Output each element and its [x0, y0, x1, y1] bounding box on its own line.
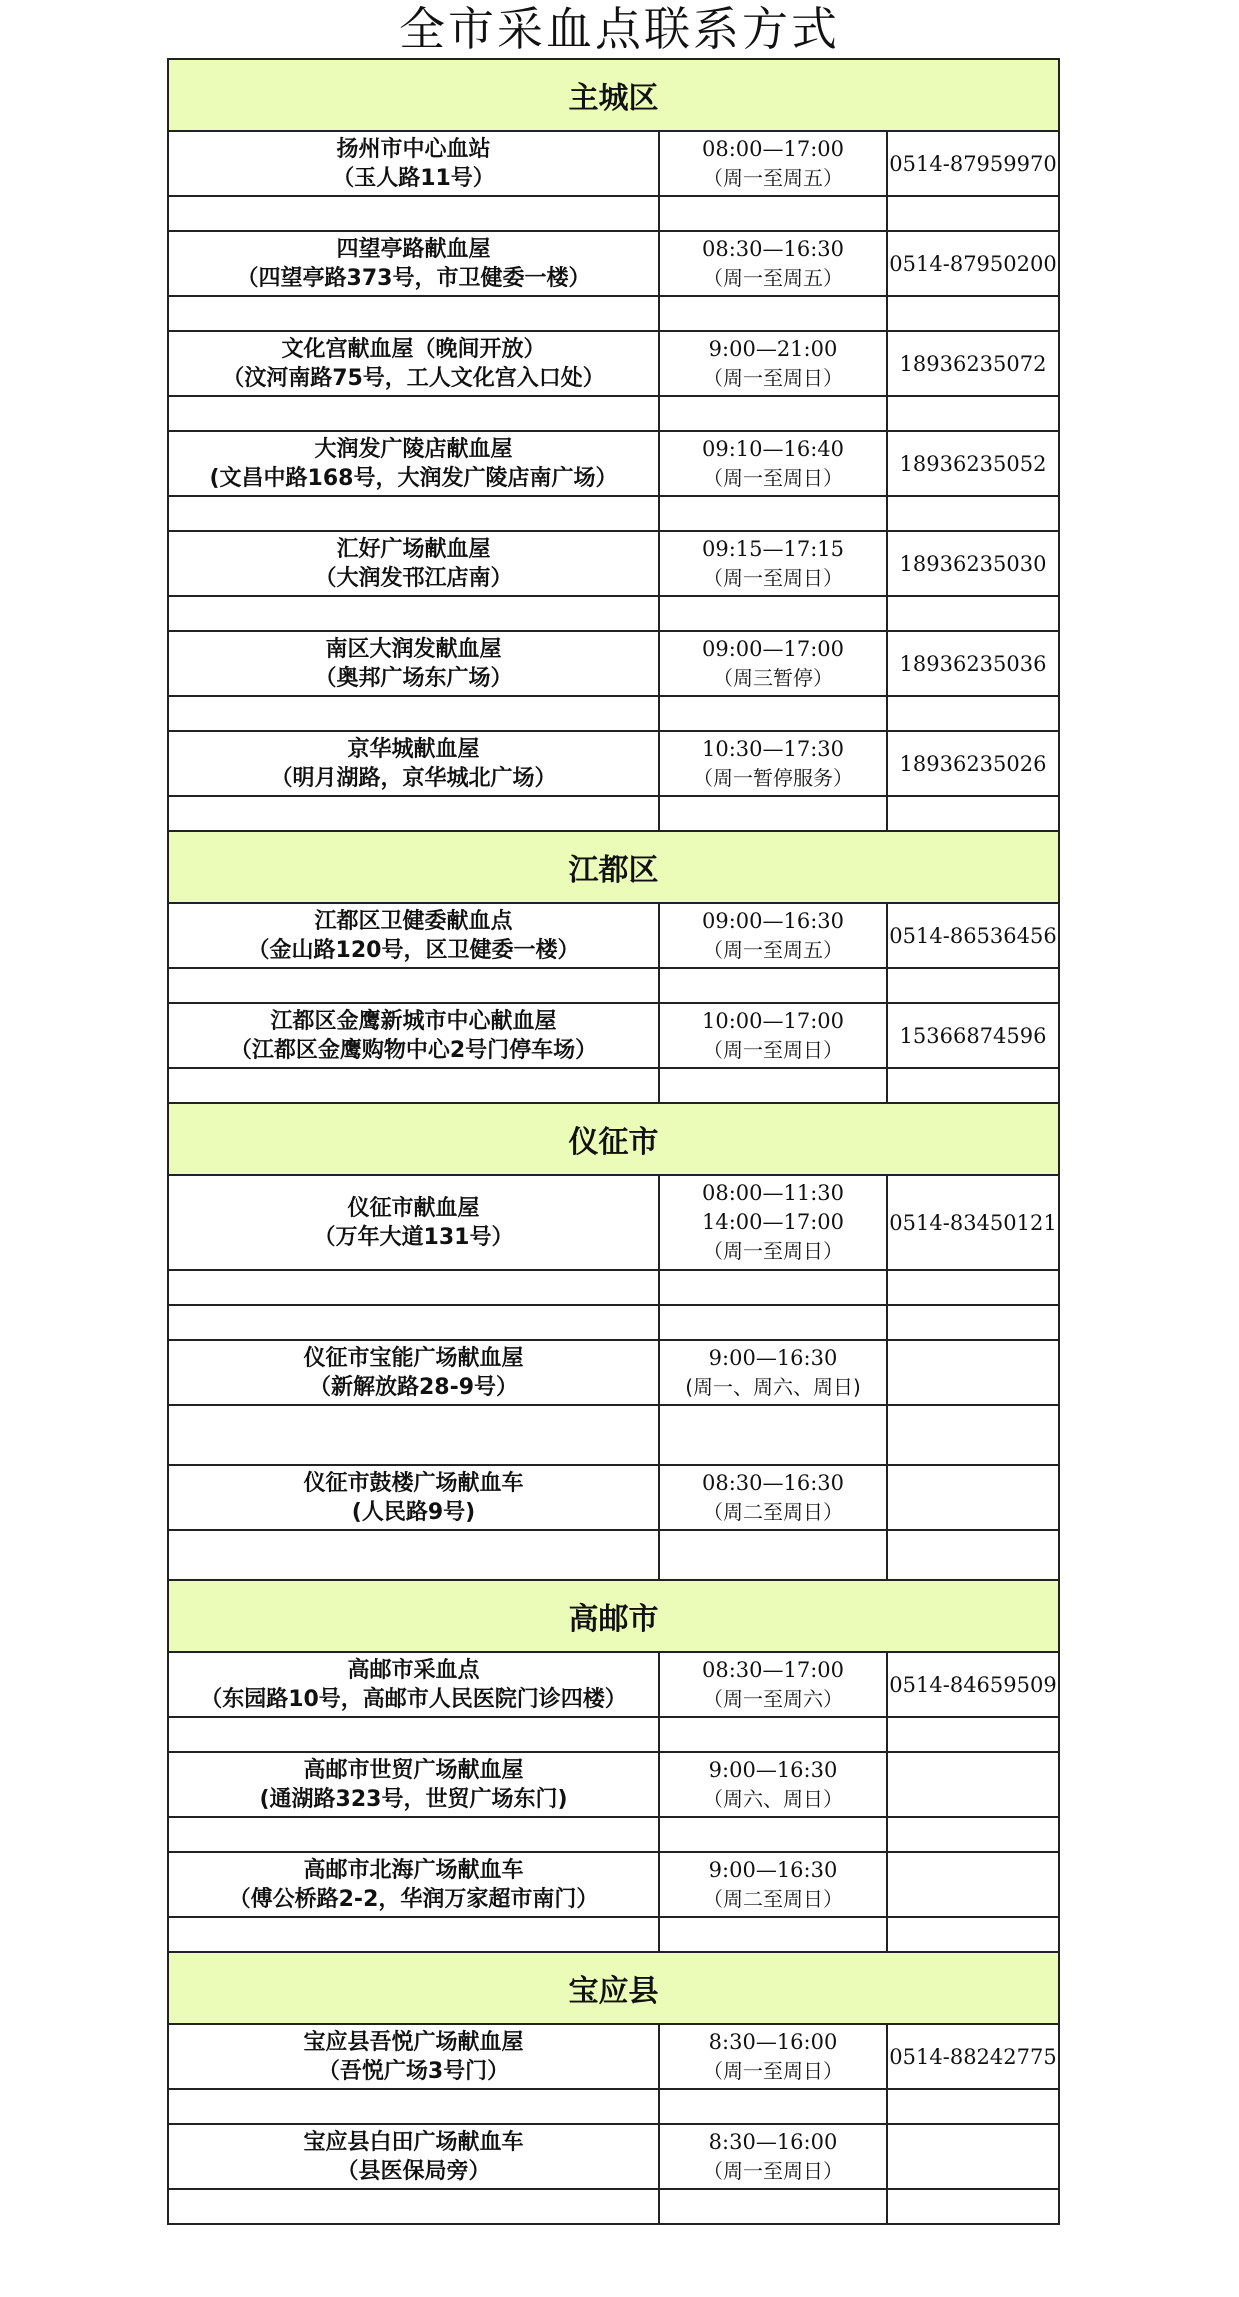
empty-cell — [887, 196, 1059, 231]
section-header-row — [168, 831, 1059, 903]
spacer-row — [168, 296, 1059, 331]
phone-cell: 18936235026 — [887, 731, 1059, 796]
spacer-row — [168, 1717, 1059, 1752]
site-name-cell — [168, 1852, 659, 1917]
phone-cell: 0514-84659509 — [887, 1652, 1059, 1717]
spacer-row — [168, 1405, 1059, 1465]
empty-cell — [659, 1817, 887, 1852]
empty-cell — [659, 396, 887, 431]
site-name-cell — [168, 231, 659, 296]
hours-line: （周一至周五） — [703, 937, 843, 962]
site-name-cell — [168, 731, 659, 796]
site-name-line: 四望亭路献血屋 — [336, 236, 491, 262]
empty-cell — [659, 596, 887, 631]
hours-cell — [659, 903, 887, 968]
empty-cell — [887, 496, 1059, 531]
table-row — [168, 431, 1059, 496]
site-name-line: （奥邦广场东广场） — [314, 665, 513, 691]
section-header-row — [168, 1580, 1059, 1652]
hours-line: 8:30—16:00 — [708, 2029, 838, 2054]
empty-cell — [168, 1405, 659, 1465]
table-row — [168, 1652, 1059, 1717]
empty-cell — [168, 1717, 659, 1752]
phone-cell — [887, 1340, 1059, 1405]
table-row — [168, 631, 1059, 696]
hours-cell — [659, 331, 887, 396]
site-name-cell — [168, 1465, 659, 1530]
empty-cell — [168, 696, 659, 731]
site-name-line: 宝应县吾悦广场献血屋 — [303, 2029, 524, 2055]
phone-cell: 18936235036 — [887, 631, 1059, 696]
hours-line: 9:00—16:30 — [708, 1757, 838, 1782]
site-name-cell — [168, 331, 659, 396]
spacer-row — [168, 196, 1059, 231]
section-header-row — [168, 1103, 1059, 1175]
hours-line: （周一至周六） — [703, 1686, 843, 1711]
hours-line: 08:30—16:30 — [701, 1470, 845, 1495]
site-name-line: 京华城献血屋 — [347, 736, 480, 762]
site-name-line: （玉人路11号） — [332, 165, 495, 191]
site-name-line: （四望亭路373号，市卫健委一楼） — [236, 265, 591, 291]
empty-cell — [659, 1270, 887, 1305]
empty-cell — [887, 1530, 1059, 1580]
hours-cell — [659, 631, 887, 696]
spacer-row — [168, 1068, 1059, 1103]
hours-cell — [659, 1003, 887, 1068]
empty-cell — [887, 1270, 1059, 1305]
table-row — [168, 331, 1059, 396]
empty-cell — [168, 2089, 659, 2124]
site-name-line: 汇好广场献血屋 — [336, 536, 491, 562]
site-name-line: (文昌中路168号，大润发广陵店南广场） — [209, 465, 618, 491]
hours-line: (周一、周六、周日) — [685, 1374, 861, 1399]
phone-cell: 0514-87959970 — [887, 131, 1059, 196]
empty-cell — [887, 396, 1059, 431]
site-name-line: （万年大道131号） — [313, 1224, 514, 1250]
site-name-line: 大润发广陵店献血屋 — [314, 436, 513, 462]
empty-cell — [887, 968, 1059, 1003]
spacer-row — [168, 1305, 1059, 1340]
site-name-cell — [168, 1752, 659, 1817]
site-name-cell — [168, 1175, 659, 1270]
table-row — [168, 731, 1059, 796]
table-row — [168, 1752, 1059, 1817]
site-name-cell — [168, 2124, 659, 2189]
hours-line: （周二至周日） — [703, 1886, 843, 1911]
site-name-line: (人民路9号) — [351, 1499, 476, 1525]
hours-line: 9:00—16:30 — [708, 1345, 838, 1370]
section-header-row — [168, 1952, 1059, 2024]
site-name-cell — [168, 1652, 659, 1717]
empty-cell — [659, 696, 887, 731]
spacer-row — [168, 2189, 1059, 2224]
section-title: 高邮市 — [168, 1580, 1059, 1652]
table-row — [168, 903, 1059, 968]
spacer-row — [168, 496, 1059, 531]
site-name-line: 江都区卫健委献血点 — [314, 908, 513, 934]
hours-line: 08:00—11:30 — [701, 1181, 845, 1205]
empty-cell — [887, 696, 1059, 731]
site-name-cell — [168, 631, 659, 696]
phone-cell: 18936235052 — [887, 431, 1059, 496]
site-name-line: 扬州市中心血站 — [336, 136, 491, 162]
phone-cell — [887, 1752, 1059, 1817]
hours-cell — [659, 1852, 887, 1917]
site-name-line: （大润发邗江店南） — [314, 565, 513, 591]
hours-line: 08:30—16:30 — [701, 236, 845, 261]
table-row — [168, 531, 1059, 596]
table-row — [168, 1003, 1059, 1068]
site-name-line: （汶河南路75号，工人文化宫入口处） — [222, 365, 605, 391]
hours-cell — [659, 1465, 887, 1530]
hours-line: 09:15—17:15 — [701, 536, 845, 561]
empty-cell — [659, 968, 887, 1003]
site-name-line: 仪征市献血屋 — [347, 1195, 480, 1221]
phone-cell: 15366874596 — [887, 1003, 1059, 1068]
site-name-line: 高邮市世贸广场献血屋 — [303, 1757, 524, 1783]
empty-cell — [168, 1305, 659, 1340]
empty-cell — [168, 1068, 659, 1103]
empty-cell — [168, 2189, 659, 2224]
empty-cell — [887, 1068, 1059, 1103]
empty-cell — [659, 1530, 887, 1580]
site-name-cell — [168, 1340, 659, 1405]
empty-cell — [168, 296, 659, 331]
phone-cell: 0514-88242775 — [887, 2024, 1059, 2089]
site-name-line: （明月湖路，京华城北广场） — [270, 765, 557, 791]
spacer-row — [168, 1270, 1059, 1305]
hours-cell — [659, 1175, 887, 1270]
site-name-line: （江都区金鹰购物中心2号门停车场） — [229, 1037, 598, 1063]
site-name-line: （东园路10号，高邮市人民医院门诊四楼） — [200, 1686, 627, 1712]
site-name-line: 宝应县白田广场献血车 — [303, 2129, 524, 2155]
site-name-line: 南区大润发献血屋 — [325, 636, 502, 662]
site-name-line: 高邮市采血点 — [347, 1657, 480, 1683]
empty-cell — [168, 1817, 659, 1852]
hours-line: （周一至周日） — [703, 465, 843, 490]
spacer-row — [168, 1530, 1059, 1580]
site-name-line: （金山路120号，区卫健委一楼） — [247, 937, 580, 963]
phone-cell — [887, 1465, 1059, 1530]
empty-cell — [168, 596, 659, 631]
empty-cell — [887, 1405, 1059, 1465]
table-row — [168, 1465, 1059, 1530]
table-row — [168, 2024, 1059, 2089]
site-name-line: 仪征市鼓楼广场献血车 — [303, 1470, 524, 1496]
site-name-cell — [168, 531, 659, 596]
hours-cell — [659, 2024, 887, 2089]
empty-cell — [659, 496, 887, 531]
hours-line: （周三暂停） — [713, 665, 833, 690]
hours-cell — [659, 1340, 887, 1405]
empty-cell — [659, 2189, 887, 2224]
phone-cell: 0514-83450121 — [887, 1175, 1059, 1270]
table-row — [168, 231, 1059, 296]
empty-cell — [659, 1068, 887, 1103]
empty-cell — [887, 1305, 1059, 1340]
section-title: 仪征市 — [168, 1103, 1059, 1175]
hours-line: 9:00—21:00 — [708, 336, 838, 361]
hours-line: （周一至周日） — [703, 1037, 843, 1062]
table-row — [168, 2124, 1059, 2189]
page-title: 全市采血点联系方式 — [399, 2, 840, 56]
hours-cell — [659, 131, 887, 196]
empty-cell — [168, 1530, 659, 1580]
phone-cell: 18936235072 — [887, 331, 1059, 396]
empty-cell — [659, 1405, 887, 1465]
hours-line: 9:00—16:30 — [708, 1857, 838, 1882]
hours-cell — [659, 731, 887, 796]
empty-cell — [168, 496, 659, 531]
empty-cell — [887, 2189, 1059, 2224]
table-row — [168, 1852, 1059, 1917]
empty-cell — [887, 296, 1059, 331]
empty-cell — [887, 796, 1059, 831]
site-name-line: （县医保局旁） — [336, 2158, 491, 2184]
site-name-line: 高邮市北海广场献血车 — [303, 1857, 524, 1883]
table-row — [168, 1175, 1059, 1270]
empty-cell — [168, 396, 659, 431]
empty-cell — [659, 1917, 887, 1952]
spacer-row — [168, 796, 1059, 831]
site-name-cell — [168, 131, 659, 196]
hours-line: 09:10—16:40 — [701, 436, 845, 461]
hours-line: 8:30—16:00 — [708, 2129, 838, 2154]
phone-cell: 0514-86536456 — [887, 903, 1059, 968]
spacer-row — [168, 596, 1059, 631]
phone-cell — [887, 1852, 1059, 1917]
table-row — [168, 1340, 1059, 1405]
hours-line: （周一至周日） — [703, 2058, 843, 2083]
empty-cell — [659, 1717, 887, 1752]
empty-cell — [168, 796, 659, 831]
spacer-row — [168, 396, 1059, 431]
empty-cell — [659, 296, 887, 331]
hours-line: 09:00—17:00 — [701, 636, 845, 661]
empty-cell — [168, 196, 659, 231]
site-name-cell — [168, 903, 659, 968]
section-header-row — [168, 59, 1059, 131]
empty-cell — [659, 1305, 887, 1340]
phone-cell: 0514-87950200 — [887, 231, 1059, 296]
spacer-row — [168, 2089, 1059, 2124]
phone-cell: 18936235030 — [887, 531, 1059, 596]
empty-cell — [887, 1917, 1059, 1952]
site-name-cell — [168, 1003, 659, 1068]
phone-cell — [887, 2124, 1059, 2189]
spacer-row — [168, 696, 1059, 731]
section-title: 主城区 — [168, 59, 1059, 131]
site-name-line: （傅公桥路2-2，华润万家超市南门） — [228, 1886, 599, 1912]
hours-line: 10:30—17:30 — [701, 736, 845, 761]
empty-cell — [168, 1917, 659, 1952]
hours-cell — [659, 2124, 887, 2189]
spacer-row — [168, 968, 1059, 1003]
site-name-line: 文化宫献血屋（晚间开放） — [281, 336, 546, 362]
section-title: 江都区 — [168, 831, 1059, 903]
empty-cell — [659, 196, 887, 231]
hours-line: （周二至周日） — [703, 1499, 843, 1524]
hours-line: 10:00—17:00 — [701, 1008, 845, 1033]
empty-cell — [887, 2089, 1059, 2124]
hours-line: （周六、周日） — [703, 1786, 843, 1811]
hours-cell — [659, 431, 887, 496]
empty-cell — [659, 2089, 887, 2124]
hours-cell — [659, 1652, 887, 1717]
empty-cell — [887, 596, 1059, 631]
site-name-line: 仪征市宝能广场献血屋 — [303, 1345, 524, 1371]
section-title: 宝应县 — [168, 1952, 1059, 2024]
empty-cell — [659, 796, 887, 831]
site-name-line: 江都区金鹰新城市中心献血屋 — [270, 1008, 557, 1034]
hours-line: （周一至周五） — [703, 265, 843, 290]
hours-cell — [659, 1752, 887, 1817]
hours-cell — [659, 231, 887, 296]
site-name-cell — [168, 431, 659, 496]
hours-line: 08:00—17:00 — [701, 136, 845, 161]
spacer-row — [168, 1817, 1059, 1852]
hours-line: （周一至周五） — [703, 165, 843, 190]
hours-line: （周一至周日） — [703, 1239, 843, 1263]
site-name-line: (通湖路323号，世贸广场东门) — [259, 1786, 568, 1812]
hours-line: （周一至周日） — [703, 565, 843, 590]
blood-donation-table — [167, 58, 1060, 2225]
hours-line: 09:00—16:30 — [701, 908, 845, 933]
hours-line: 08:30—17:00 — [701, 1657, 845, 1682]
hours-line: 14:00—17:00 — [701, 1210, 845, 1234]
empty-cell — [887, 1817, 1059, 1852]
table-row — [168, 131, 1059, 196]
empty-cell — [887, 1717, 1059, 1752]
empty-cell — [168, 1270, 659, 1305]
hours-line: （周一暂停服务） — [693, 765, 853, 790]
hours-line: （周一至周日） — [703, 2158, 843, 2183]
site-name-line: （吾悦广场3号门） — [317, 2058, 510, 2084]
site-name-line: （新解放路28-9号） — [308, 1374, 519, 1400]
empty-cell — [168, 968, 659, 1003]
site-name-cell — [168, 2024, 659, 2089]
hours-cell — [659, 531, 887, 596]
hours-line: （周一至周日） — [703, 365, 843, 390]
spacer-row — [168, 1917, 1059, 1952]
